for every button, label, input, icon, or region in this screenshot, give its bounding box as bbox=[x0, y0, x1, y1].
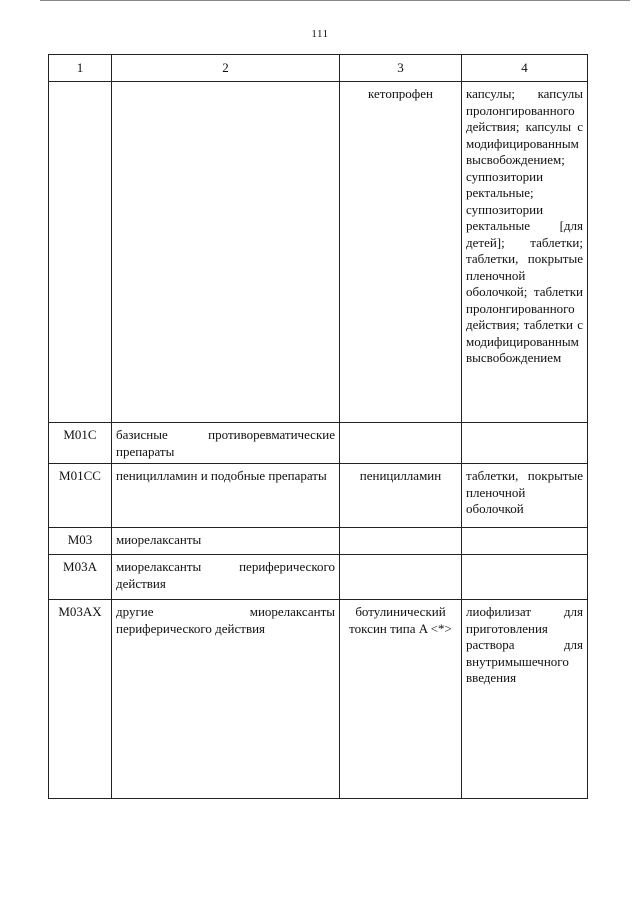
table-row bbox=[49, 82, 588, 423]
table-row bbox=[49, 555, 588, 600]
dosage-form-cell: лиофилизат для приготовления раствора для внутримышечного введения bbox=[462, 600, 588, 799]
drug-name-cell: ботулинический токсин типа A <*> bbox=[340, 600, 462, 799]
dosage-form-cell bbox=[462, 555, 588, 600]
atc-code-cell: M03AX bbox=[49, 600, 112, 799]
column-header-4: 4 bbox=[462, 55, 588, 82]
dosage-form-cell bbox=[462, 423, 588, 464]
atc-code-cell: M01CC bbox=[49, 464, 112, 528]
dosage-form-cell: таблетки, покрытые пленочной оболочкой bbox=[462, 464, 588, 528]
column-header-1: 1 bbox=[49, 55, 112, 82]
drug-name-cell bbox=[340, 555, 462, 600]
table-row bbox=[49, 423, 588, 464]
group-name-cell: другие миорелаксанты периферического действия bbox=[112, 600, 340, 799]
table-row bbox=[49, 528, 588, 555]
table-row bbox=[49, 464, 588, 528]
drug-name-cell bbox=[340, 528, 462, 555]
atc-code-cell: M03 bbox=[49, 528, 112, 555]
top-rule bbox=[40, 0, 630, 1]
drug-table bbox=[48, 54, 588, 799]
column-header-2: 2 bbox=[112, 55, 340, 82]
group-name-cell bbox=[112, 82, 340, 423]
group-name-cell: пеницилламин и подобные препараты bbox=[112, 464, 340, 528]
dosage-form-cell bbox=[462, 528, 588, 555]
group-name-cell: миорелаксанты периферического действия bbox=[112, 555, 340, 600]
atc-code-cell: M03A bbox=[49, 555, 112, 600]
page-number: 111 bbox=[311, 28, 329, 40]
dosage-form-cell: капсулы; капсулы пролонгированного действия; капсулы с модифицированным высвобождением; суппозитории ректальные; суппозитории ректальные [для детей]; таблетки; таблетки, покрытые пленочной оболочкой; таблетки пролонгированного действия; таблетки с модифицированным высвобождением bbox=[462, 82, 588, 423]
atc-code-cell bbox=[49, 82, 112, 423]
drug-name-cell bbox=[340, 423, 462, 464]
group-name-cell: базисные противоревматические препараты bbox=[112, 423, 340, 464]
group-name-cell: миорелаксанты bbox=[112, 528, 340, 555]
table-row bbox=[49, 600, 588, 799]
drug-name-cell: кетопрофен bbox=[340, 82, 462, 423]
drug-name-cell: пеницилламин bbox=[340, 464, 462, 528]
atc-code-cell: M01C bbox=[49, 423, 112, 464]
header-row bbox=[49, 55, 588, 82]
column-header-3: 3 bbox=[340, 55, 462, 82]
